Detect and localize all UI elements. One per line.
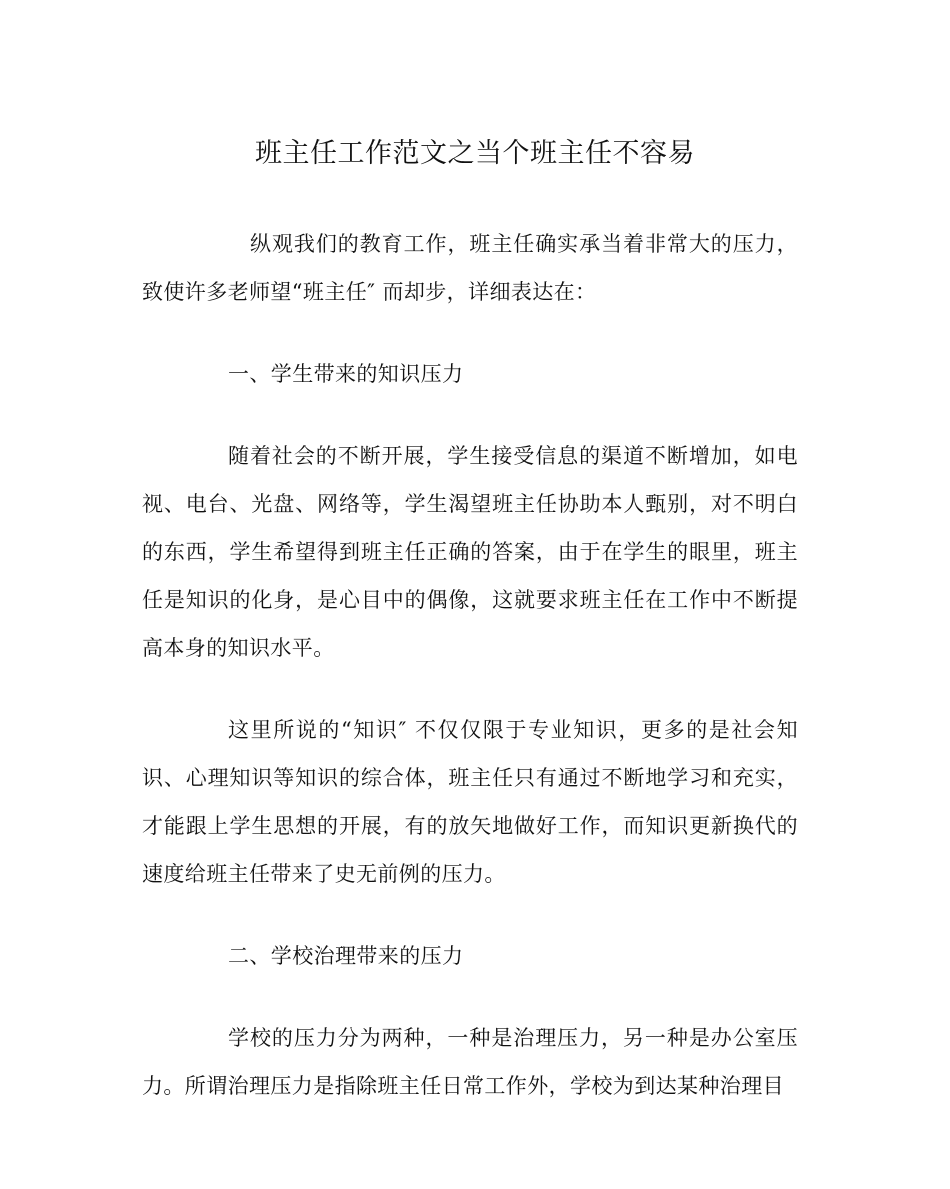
paragraph-knowledge-pressure: 随着社会的不断开展，学生接受信息的渠道不断增加，如电视、电台、光盘、网络等，学生渴望班主任协助本人甄别，对不明白的东西，学生希望得到班主任正确的答案，由于在学生的眼里，班主任是知识的化身，是心目中的偶像，这就要求班主任在工作中不断提高本身的知识水平。 <box>142 444 798 660</box>
paragraph-school-pressure: 学校的压力分为两种，一种是治理压力，另一种是办公室压力。所谓治理压力是指除班主任日常工作外，学校为到达某种治理目 <box>142 1026 798 1098</box>
document-title: 班主任工作范文之当个班主任不容易 <box>255 138 695 169</box>
document-body <box>142 220 798 1144</box>
section-heading-1: 一、学生带来的知识压力 <box>228 362 464 386</box>
paragraph-intro: 纵观我们的教育工作，班主任确实承当着非常大的压力，致使许多老师望“班主任″ 而却步，详细表达在： <box>142 232 798 304</box>
paragraph-knowledge-scope: 这里所说的“知识″ 不仅仅限于专业知识，更多的是社会知识、心理知识等知识的综合体，班主任只有通过不断地学习和充实，才能跟上学生思想的开展，有的放矢地做好工作，而知识更新换代的速度给班主任带来了史无前例的压力。 <box>142 718 798 886</box>
section-heading-2: 二、学校治理带来的压力 <box>228 944 464 968</box>
